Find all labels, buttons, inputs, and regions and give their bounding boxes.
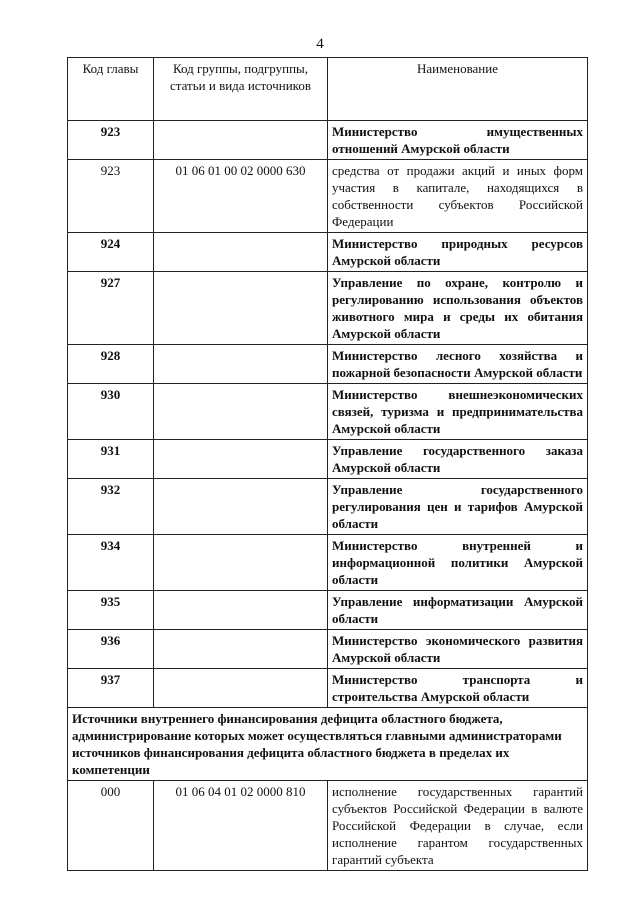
name-cell: Управление государственного регулирования цен и тарифов Амурской области xyxy=(328,479,588,535)
group-code-cell: 01 06 01 00 02 0000 630 xyxy=(154,160,328,233)
page-number: 4 xyxy=(316,36,324,52)
table-row xyxy=(68,781,588,871)
table-row xyxy=(68,669,588,708)
header-chapter-code: Код главы xyxy=(68,58,154,121)
name-cell: Министерство внешнеэкономических связей, туризма и предпринимательства Амурской области xyxy=(328,384,588,440)
chapter-code-cell: 936 xyxy=(68,630,154,669)
name-cell: Управление по охране, контролю и регулированию использования объектов животного мира и среды их обитания Амурской области xyxy=(328,272,588,345)
table-row xyxy=(68,160,588,233)
name-cell: Министерство транспорта и строительства Амурской области xyxy=(328,669,588,708)
table-body xyxy=(68,121,588,708)
group-code-cell xyxy=(154,272,328,345)
chapter-code-cell: 000 xyxy=(68,781,154,871)
chapter-code-cell: 932 xyxy=(68,479,154,535)
table-row xyxy=(68,591,588,630)
chapter-code-cell: 935 xyxy=(68,591,154,630)
table-row xyxy=(68,535,588,591)
header-name: Наименование xyxy=(328,58,588,121)
group-code-cell: 01 06 04 01 02 0000 810 xyxy=(154,781,328,871)
table-row xyxy=(68,440,588,479)
group-code-cell xyxy=(154,591,328,630)
name-cell: Министерство лесного хозяйства и пожарной безопасности Амурской области xyxy=(328,345,588,384)
name-cell: Управление государственного заказа Амурской области xyxy=(328,440,588,479)
chapter-code-cell: 923 xyxy=(68,121,154,160)
header-group-code: Код группы, подгруппы, статьи и вида источников xyxy=(154,58,328,121)
table-row xyxy=(68,272,588,345)
table-header-row xyxy=(68,58,588,121)
table-row xyxy=(68,630,588,669)
table-row xyxy=(68,233,588,272)
group-code-cell xyxy=(154,233,328,272)
name-cell: Министерство природных ресурсов Амурской области xyxy=(328,233,588,272)
chapter-code-cell: 924 xyxy=(68,233,154,272)
group-code-cell xyxy=(154,440,328,479)
chapter-code-cell: 937 xyxy=(68,669,154,708)
group-code-cell xyxy=(154,345,328,384)
section-heading: Источники внутреннего финансирования дефицита областного бюджета, администрирование которых может осуществляться главными администраторами источников финансирования дефицита областного бюджета в пределах их компетенции xyxy=(68,708,588,781)
sources-table xyxy=(67,57,588,871)
name-cell: исполнение государственных гарантий субъектов Российской Федерации в валюте Российской Федерации в случае, если исполнение гарантом государственных гарантий субъекта xyxy=(328,781,588,871)
table-row xyxy=(68,479,588,535)
chapter-code-cell: 931 xyxy=(68,440,154,479)
table-row xyxy=(68,345,588,384)
table-row xyxy=(68,384,588,440)
group-code-cell xyxy=(154,535,328,591)
group-code-cell xyxy=(154,121,328,160)
group-code-cell xyxy=(154,630,328,669)
chapter-code-cell: 923 xyxy=(68,160,154,233)
table-row xyxy=(68,121,588,160)
chapter-code-cell: 928 xyxy=(68,345,154,384)
chapter-code-cell: 927 xyxy=(68,272,154,345)
group-code-cell xyxy=(154,669,328,708)
name-cell: Министерство экономического развития Амурской области xyxy=(328,630,588,669)
chapter-code-cell: 930 xyxy=(68,384,154,440)
group-code-cell xyxy=(154,384,328,440)
name-cell: Министерство внутренней и информационной политики Амурской области xyxy=(328,535,588,591)
chapter-code-cell: 934 xyxy=(68,535,154,591)
name-cell: средства от продажи акций и иных форм участия в капитале, находящихся в собственности субъектов Российской Федерации xyxy=(328,160,588,233)
group-code-cell xyxy=(154,479,328,535)
name-cell: Управление информатизации Амурской области xyxy=(328,591,588,630)
name-cell: Министерство имущественных отношений Амурской области xyxy=(328,121,588,160)
section-heading-row xyxy=(68,708,588,781)
